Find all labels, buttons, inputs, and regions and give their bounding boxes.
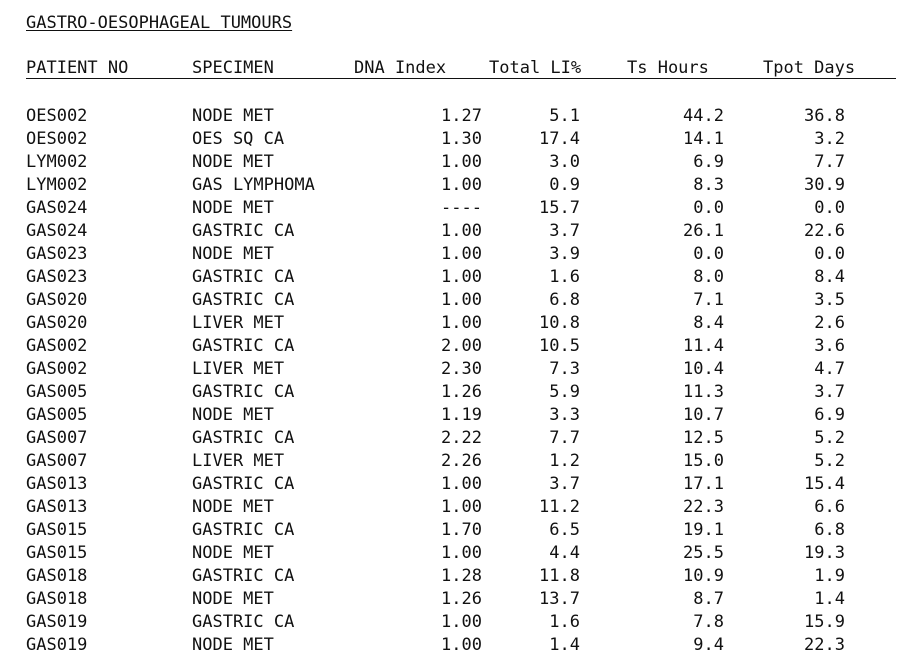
tpot-days-cell: 6.8 xyxy=(814,520,845,540)
tpot-days-cell: 1.9 xyxy=(814,566,845,586)
specimen-cell: GASTRIC CA xyxy=(192,336,295,356)
total-li-cell: 13.7 xyxy=(539,589,580,609)
patient-no-cell: GAS024 xyxy=(26,198,88,218)
tpot-days-cell: 6.9 xyxy=(814,405,845,425)
tpot-days-cell: 8.4 xyxy=(814,267,845,287)
dna-index-cell: 1.00 xyxy=(441,635,482,655)
ts-hours-cell: 25.5 xyxy=(683,543,724,563)
dna-index-cell: 1.27 xyxy=(441,106,482,126)
table-row xyxy=(0,520,907,543)
patient-no-cell: GAS019 xyxy=(26,635,88,655)
total-li-cell: 3.9 xyxy=(549,244,580,264)
patient-no-cell: GAS023 xyxy=(26,244,88,264)
patient-no-cell: GAS002 xyxy=(26,359,88,379)
patient-no-cell: GAS024 xyxy=(26,221,88,241)
patient-no-cell: GAS013 xyxy=(26,497,88,517)
table-row xyxy=(0,566,907,589)
specimen-cell: GASTRIC CA xyxy=(192,612,295,632)
total-li-cell: 1.4 xyxy=(549,635,580,655)
header-ts-hours: Ts Hours xyxy=(627,58,709,78)
dna-index-cell: 1.00 xyxy=(441,543,482,563)
table-row xyxy=(0,129,907,152)
tpot-days-cell: 7.7 xyxy=(814,152,845,172)
ts-hours-cell: 6.9 xyxy=(693,152,724,172)
dna-index-cell: 1.00 xyxy=(441,244,482,264)
specimen-cell: OES SQ CA xyxy=(192,129,285,149)
specimen-cell: NODE MET xyxy=(192,152,274,172)
ts-hours-cell: 22.3 xyxy=(683,497,724,517)
table-row xyxy=(0,612,907,635)
specimen-cell: GASTRIC CA xyxy=(192,566,295,586)
document-title: GASTRO-OESOPHAGEAL TUMOURS xyxy=(26,13,293,33)
tpot-days-cell: 5.2 xyxy=(814,428,845,448)
patient-no-cell: GAS015 xyxy=(26,543,88,563)
dna-index-cell: ---- xyxy=(441,198,482,218)
patient-no-cell: GAS005 xyxy=(26,382,88,402)
ts-hours-cell: 11.3 xyxy=(683,382,724,402)
dna-index-cell: 1.00 xyxy=(441,221,482,241)
ts-hours-cell: 17.1 xyxy=(683,474,724,494)
ts-hours-cell: 44.2 xyxy=(683,106,724,126)
total-li-cell: 1.6 xyxy=(549,612,580,632)
total-li-cell: 10.5 xyxy=(539,336,580,356)
specimen-cell: NODE MET xyxy=(192,635,274,655)
table-row xyxy=(0,152,907,175)
table-row xyxy=(0,382,907,405)
specimen-cell: GASTRIC CA xyxy=(192,290,295,310)
total-li-cell: 11.2 xyxy=(539,497,580,517)
ts-hours-cell: 15.0 xyxy=(683,451,724,471)
ts-hours-cell: 10.9 xyxy=(683,566,724,586)
specimen-cell: LIVER MET xyxy=(192,359,285,379)
specimen-cell: NODE MET xyxy=(192,244,274,264)
table-row xyxy=(0,635,907,658)
total-li-cell: 3.7 xyxy=(549,474,580,494)
patient-no-cell: OES002 xyxy=(26,106,88,126)
total-li-cell: 3.3 xyxy=(549,405,580,425)
specimen-cell: GASTRIC CA xyxy=(192,382,295,402)
dna-index-cell: 1.00 xyxy=(441,290,482,310)
table-row xyxy=(0,267,907,290)
specimen-cell: GASTRIC CA xyxy=(192,474,295,494)
specimen-cell: NODE MET xyxy=(192,405,274,425)
tpot-days-cell: 2.6 xyxy=(814,313,845,333)
dna-index-cell: 2.30 xyxy=(441,359,482,379)
dna-index-cell: 1.70 xyxy=(441,520,482,540)
tpot-days-cell: 1.4 xyxy=(814,589,845,609)
table-row xyxy=(0,359,907,382)
patient-no-cell: GAS002 xyxy=(26,336,88,356)
ts-hours-cell: 26.1 xyxy=(683,221,724,241)
tpot-days-cell: 30.9 xyxy=(804,175,845,195)
patient-no-cell: GAS019 xyxy=(26,612,88,632)
header-tpot-days: Tpot Days xyxy=(763,58,856,78)
patient-no-cell: GAS023 xyxy=(26,267,88,287)
ts-hours-cell: 7.1 xyxy=(693,290,724,310)
patient-no-cell: GAS020 xyxy=(26,290,88,310)
patient-no-cell: LYM002 xyxy=(26,152,88,172)
tpot-days-cell: 19.3 xyxy=(804,543,845,563)
table-header-row xyxy=(0,58,907,80)
tpot-days-cell: 15.4 xyxy=(804,474,845,494)
tpot-days-cell: 3.6 xyxy=(814,336,845,356)
tpot-days-cell: 5.2 xyxy=(814,451,845,471)
specimen-cell: NODE MET xyxy=(192,589,274,609)
patient-no-cell: GAS007 xyxy=(26,451,88,471)
ts-hours-cell: 8.7 xyxy=(693,589,724,609)
total-li-cell: 6.5 xyxy=(549,520,580,540)
dna-index-cell: 1.26 xyxy=(441,382,482,402)
total-li-cell: 7.7 xyxy=(549,428,580,448)
total-li-cell: 3.0 xyxy=(549,152,580,172)
specimen-cell: GAS LYMPHOMA xyxy=(192,175,315,195)
table-row xyxy=(0,244,907,267)
table-row xyxy=(0,175,907,198)
dna-index-cell: 2.00 xyxy=(441,336,482,356)
specimen-cell: GASTRIC CA xyxy=(192,520,295,540)
total-li-cell: 7.3 xyxy=(549,359,580,379)
patient-no-cell: LYM002 xyxy=(26,175,88,195)
header-specimen: SPECIMEN xyxy=(192,58,274,78)
specimen-cell: LIVER MET xyxy=(192,451,285,471)
header-patient-no: PATIENT NO xyxy=(26,58,129,78)
ts-hours-cell: 11.4 xyxy=(683,336,724,356)
table-row xyxy=(0,497,907,520)
ts-hours-cell: 8.0 xyxy=(693,267,724,287)
specimen-cell: LIVER MET xyxy=(192,313,285,333)
ts-hours-cell: 19.1 xyxy=(683,520,724,540)
header-underline xyxy=(26,78,896,79)
specimen-cell: GASTRIC CA xyxy=(192,221,295,241)
dna-index-cell: 1.19 xyxy=(441,405,482,425)
tpot-days-cell: 3.5 xyxy=(814,290,845,310)
specimen-cell: NODE MET xyxy=(192,198,274,218)
table-row xyxy=(0,451,907,474)
ts-hours-cell: 9.4 xyxy=(693,635,724,655)
ts-hours-cell: 0.0 xyxy=(693,198,724,218)
total-li-cell: 3.7 xyxy=(549,221,580,241)
patient-no-cell: GAS018 xyxy=(26,589,88,609)
patient-no-cell: GAS013 xyxy=(26,474,88,494)
ts-hours-cell: 14.1 xyxy=(683,129,724,149)
tpot-days-cell: 0.0 xyxy=(814,198,845,218)
total-li-cell: 1.6 xyxy=(549,267,580,287)
table-row xyxy=(0,589,907,612)
ts-hours-cell: 10.7 xyxy=(683,405,724,425)
table-row xyxy=(0,405,907,428)
tpot-days-cell: 22.6 xyxy=(804,221,845,241)
tpot-days-cell: 3.7 xyxy=(814,382,845,402)
patient-no-cell: GAS018 xyxy=(26,566,88,586)
table-row xyxy=(0,290,907,313)
dna-index-cell: 1.00 xyxy=(441,612,482,632)
specimen-cell: NODE MET xyxy=(192,543,274,563)
total-li-cell: 0.9 xyxy=(549,175,580,195)
total-li-cell: 17.4 xyxy=(539,129,580,149)
total-li-cell: 11.8 xyxy=(539,566,580,586)
dna-index-cell: 1.00 xyxy=(441,175,482,195)
header-total-li: Total LI% xyxy=(489,58,582,78)
dna-index-cell: 1.28 xyxy=(441,566,482,586)
patient-no-cell: GAS020 xyxy=(26,313,88,333)
table-row xyxy=(0,106,907,129)
patient-no-cell: GAS007 xyxy=(26,428,88,448)
dna-index-cell: 1.30 xyxy=(441,129,482,149)
dna-index-cell: 1.26 xyxy=(441,589,482,609)
tpot-days-cell: 4.7 xyxy=(814,359,845,379)
specimen-cell: NODE MET xyxy=(192,497,274,517)
table-row xyxy=(0,428,907,451)
total-li-cell: 1.2 xyxy=(549,451,580,471)
tpot-days-cell: 36.8 xyxy=(804,106,845,126)
dna-index-cell: 2.22 xyxy=(441,428,482,448)
tpot-days-cell: 15.9 xyxy=(804,612,845,632)
specimen-cell: NODE MET xyxy=(192,106,274,126)
ts-hours-cell: 0.0 xyxy=(693,244,724,264)
total-li-cell: 6.8 xyxy=(549,290,580,310)
total-li-cell: 15.7 xyxy=(539,198,580,218)
dna-index-cell: 1.00 xyxy=(441,267,482,287)
specimen-cell: GASTRIC CA xyxy=(192,428,295,448)
total-li-cell: 5.9 xyxy=(549,382,580,402)
table-row xyxy=(0,221,907,244)
dna-index-cell: 1.00 xyxy=(441,497,482,517)
patient-no-cell: GAS005 xyxy=(26,405,88,425)
table-row xyxy=(0,313,907,336)
tpot-days-cell: 0.0 xyxy=(814,244,845,264)
table-body xyxy=(0,106,907,658)
ts-hours-cell: 10.4 xyxy=(683,359,724,379)
table-row xyxy=(0,336,907,359)
dna-index-cell: 2.26 xyxy=(441,451,482,471)
tpot-days-cell: 3.2 xyxy=(814,129,845,149)
tpot-days-cell: 6.6 xyxy=(814,497,845,517)
ts-hours-cell: 8.3 xyxy=(693,175,724,195)
table-row xyxy=(0,543,907,566)
table-row xyxy=(0,474,907,497)
patient-no-cell: GAS015 xyxy=(26,520,88,540)
total-li-cell: 10.8 xyxy=(539,313,580,333)
ts-hours-cell: 12.5 xyxy=(683,428,724,448)
tpot-days-cell: 22.3 xyxy=(804,635,845,655)
total-li-cell: 4.4 xyxy=(549,543,580,563)
ts-hours-cell: 8.4 xyxy=(693,313,724,333)
specimen-cell: GASTRIC CA xyxy=(192,267,295,287)
dna-index-cell: 1.00 xyxy=(441,152,482,172)
total-li-cell: 5.1 xyxy=(549,106,580,126)
dna-index-cell: 1.00 xyxy=(441,474,482,494)
table-row xyxy=(0,198,907,221)
patient-no-cell: OES002 xyxy=(26,129,88,149)
header-dna-index: DNA Index xyxy=(354,58,447,78)
dna-index-cell: 1.00 xyxy=(441,313,482,333)
ts-hours-cell: 7.8 xyxy=(693,612,724,632)
